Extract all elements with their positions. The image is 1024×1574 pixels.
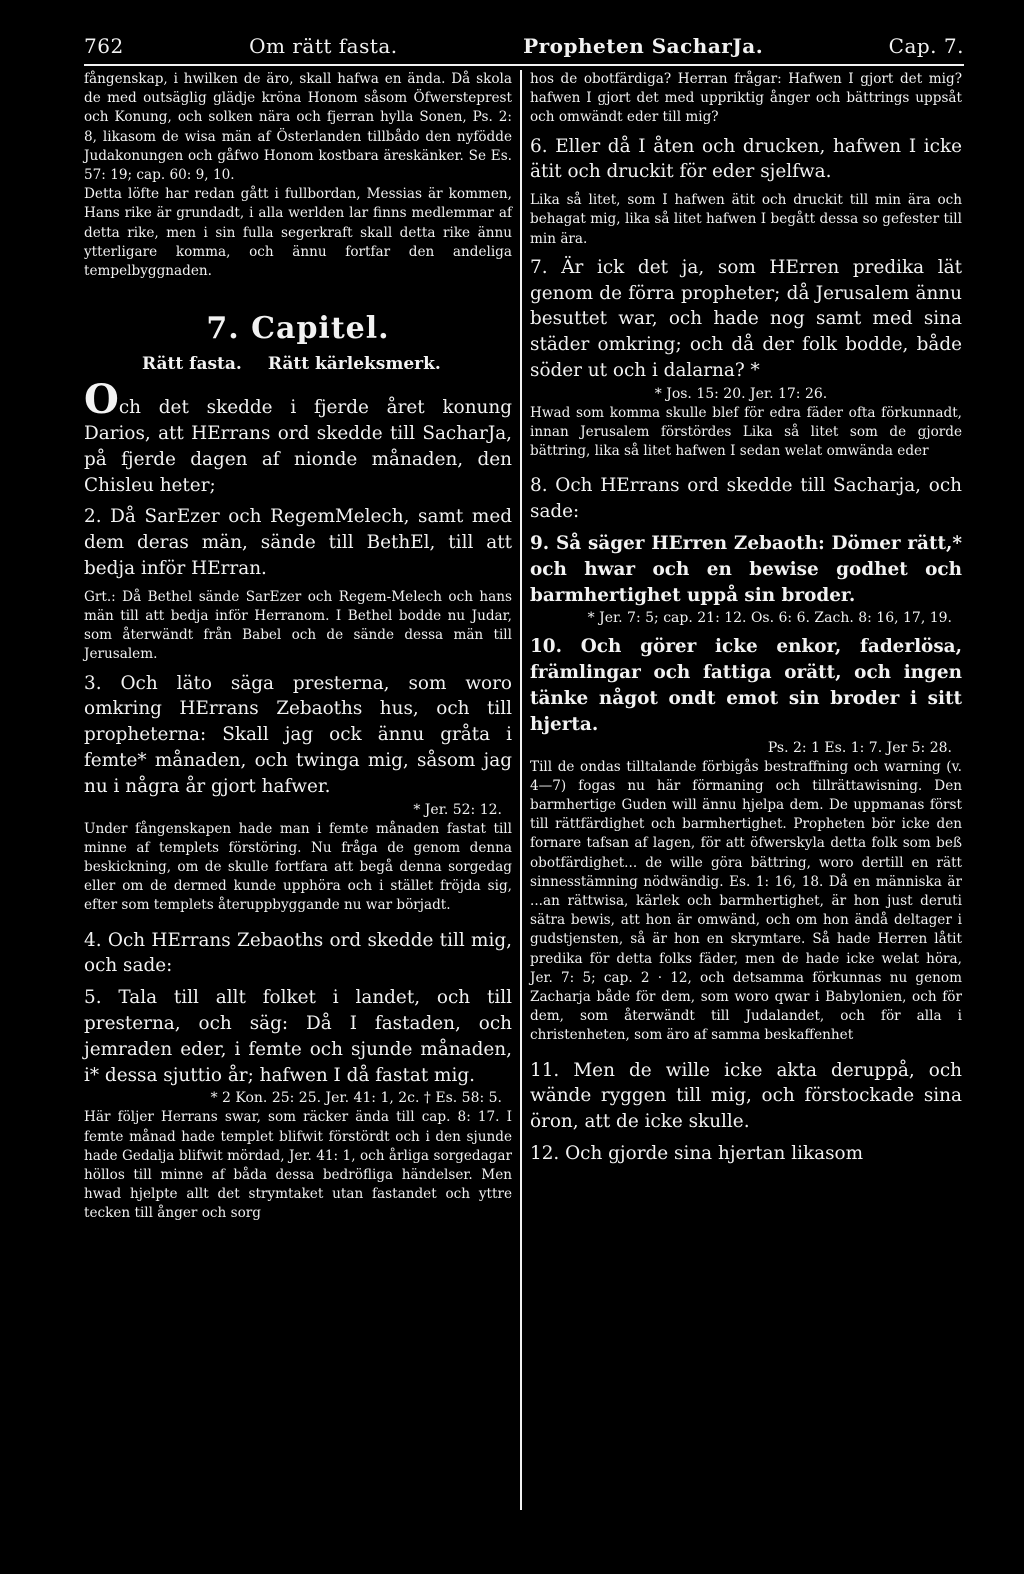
verse-note: Hwad som komma skulle blef för edra fäder ofta förkunnadt, innan Jerusalem förstördes Lika så litet som de gjorde bättring, lika så litet hafwen I sedan welat omwända eder <box>530 404 962 460</box>
subhead: Rätt fasta. <box>142 354 242 375</box>
running-title: Propheten SacharJa. <box>523 34 764 58</box>
verse-3: 3. Och läto säga presterna, som woro omkring HErrans Zebaoths hus, och till propheterna: Skall jag ock ännu gråta i femte* månaden, och twinga mig, såsom jag nu i några år gjort hafwer. <box>84 672 512 797</box>
verse-7: 7. Är ick det ja, som HErren predika lät genom de förra propheter; då Jerusalem ännu besuttet war, och hade nog samt med sina städer omkring; och då der folk bodde, både söder ut och i dalarna? * <box>530 256 962 381</box>
page-header <box>84 34 964 62</box>
verse-4: 4. Och HErrans Zebaoths ord skedde till mig, och sade: <box>84 929 512 977</box>
cross-reference: * Jos. 15: 20. Jer. 17: 26. <box>654 385 828 402</box>
chapter-subheads <box>142 354 512 374</box>
column-divider <box>520 70 522 1510</box>
verse-note: Till de ondas tilltalande förbigås bestraffning och warning (v. 4—7) fogas nu här förmaning och tillrättawisning. Den barmhertige Guden will ännu hjelpa dem. De uppmanas först till rättfärdighet och barmhertighet. Propheten bör icke den fornare tafsan af lagen, för att öfwerskyla detta folk som beß obotfärdighet... de wille göra bättring, woro dertill en rätt sinnesstämning nödwändig. Es. 1: 16, 18. Då en människa är ...an rättwisa, kärlek och barmhertighet, är hon just deruti sätra bewis, att hon är omwänd, och om hon ändå deltager i gudstjensten, så är hon en skrymtare. Så hade Herren låtit predika för detta folks fäder, men de hade icke welat höra, Jer. 7: 5; cap. 2 · 12, och detsamma förkunnas nu genom Zacharja både för dem, som woro qwar i Babylonien, och för dem, som återwändt till Judalandet, och för alla i christenheten, som äro af samma beskaffenhet <box>530 758 962 1044</box>
commentary-paragraph: fångenskap, i hwilken de äro, skall hafwa en ända. Då skola de med outsäglig glädje kröna Honom såsom Öfwersteprest och Konung, och solken nära och fjerran hylla Sonen, Ps. 2: 8, likasom de wisa män af Österlanden tillbådo den nyfödde Judakonungen och gåfwo Honom kostbara äreskänker. Se Es. 57: 19; cap. 60: 9, 10. <box>84 71 512 184</box>
verse-12: 12. Och gjorde sina hjertan likasom <box>530 1143 864 1165</box>
page-number: 762 <box>84 34 124 58</box>
commentary-paragraph: Detta löfte har redan gått i fullbordan, Messias är kommen, Hans rike är grundadt, i alla werlden lar finns medlemmar af detta rike, men i sin fulla segerkraft skall detta rike ännu ytterligare komma, och ännu fortfar den andeliga tempelbyggnaden. <box>84 186 512 280</box>
verse-note: Här följer Herrans swar, som räcker ända till cap. 8: 17. I femte månad hade templet blifwit förstördt och i den sjunde hade Gedalja blifwit mördad, Jer. 41: 1, och årliga sorgedagar höllos till minne af båda dessa bedröfliga händelser. Men hwad hjelpte allt det strymtaket utan fastandet och yttre tecken till ånger och sorg <box>84 1109 512 1222</box>
chapter-title: 7. Capitel. <box>206 311 390 347</box>
cross-reference: * Jer. 7: 5; cap. 21: 12. Os. 6: 6. Zach. 8: 16, 17, 19. <box>587 610 952 627</box>
cross-reference: * Jer. 52: 12. <box>413 801 502 818</box>
chapter-ref: Cap. 7. <box>888 34 964 58</box>
verse-5: 5. Tala till allt folket i landet, och till presterna, och säg: Då I fastaden, och jemraden eder, i femte och sjunde månaden, i* dessa sjuttio år; hafwen I då fastat mig. <box>84 987 512 1086</box>
commentary-paragraph: hos de obotfärdiga? Herran frågar: Hafwen I gjort det mig? hafwen I gjort det med uppriktig ånger och bättrings uppsåt och omwändt eder till mig? <box>530 71 962 126</box>
right-column <box>530 70 962 1167</box>
verse-note: Lika så litet, som I hafwen ätit och druckit till min ära och behagat mig, lika så litet hafwen I begått dessa so gefester till min ära. <box>530 192 962 247</box>
drop-cap: O <box>84 376 119 424</box>
verse-9: 9. Så säger HErren Zebaoth: Dömer rätt,* och hwar och en bewise godhet och barmhertighet uppå sin broder. <box>530 533 962 606</box>
verse-note: Under fångenskapen hade man i femte månaden fastat till minne af templets förstöring. Nu fråga de genom denna beskickning, om de skulle fortfara att begå denna sorgedag eller om de dermed kunde upphöra och i stället fröjda sig, efter som templets återuppbyggande nu war börjadt. <box>84 820 512 914</box>
verse-6: 6. Eller då I åten och drucken, hafwen I icke ätit och druckit för eder sjelfwa. <box>530 135 962 183</box>
verse-2: 2. Då SarEzer och RegemMelech, samt med dem deras män, sände till BethEl, till att bedja inför HErran. <box>84 506 512 580</box>
verse-text: ch det skedde i fjerde året konung Darios, att HErrans ord skedde till SacharJa, på fjerde dagen af nionde månaden, den Chisleu heter; <box>84 397 512 496</box>
subhead: Rätt kärleksmerk. <box>267 354 441 375</box>
verse-11: 11. Men de wille icke akta deruppå, och wände ryggen till mig, och förstockade sina öron, att de icke skulle. <box>530 1059 962 1133</box>
left-title: Om rätt fasta. <box>249 34 398 58</box>
verse-10: 10. Och görer icke enkor, faderlösa, främlingar och fattiga orätt, och ingen tänke något ondt emot sin broder i sitt hjerta. <box>530 636 962 735</box>
header-rule <box>84 64 964 66</box>
left-column <box>84 70 512 1224</box>
cross-reference: Ps. 2: 1 Es. 1: 7. Jer 5: 28. <box>767 739 952 756</box>
cross-reference: * 2 Kon. 25: 25. Jer. 41: 1, 2c. † Es. 58: 5. <box>210 1090 502 1107</box>
verse-note: Grt.: Då Bethel sände SarEzer och Regem-Melech och hans män till att bedja inför Herranom. I Bethel bodde nu Judar, som återwändt från Babel och de sände dessa män till Jerusalem. <box>84 588 512 663</box>
verse-8: 8. Och HErrans ord skedde till Sacharja, och sade: <box>530 475 962 523</box>
verse-1 <box>84 376 512 498</box>
